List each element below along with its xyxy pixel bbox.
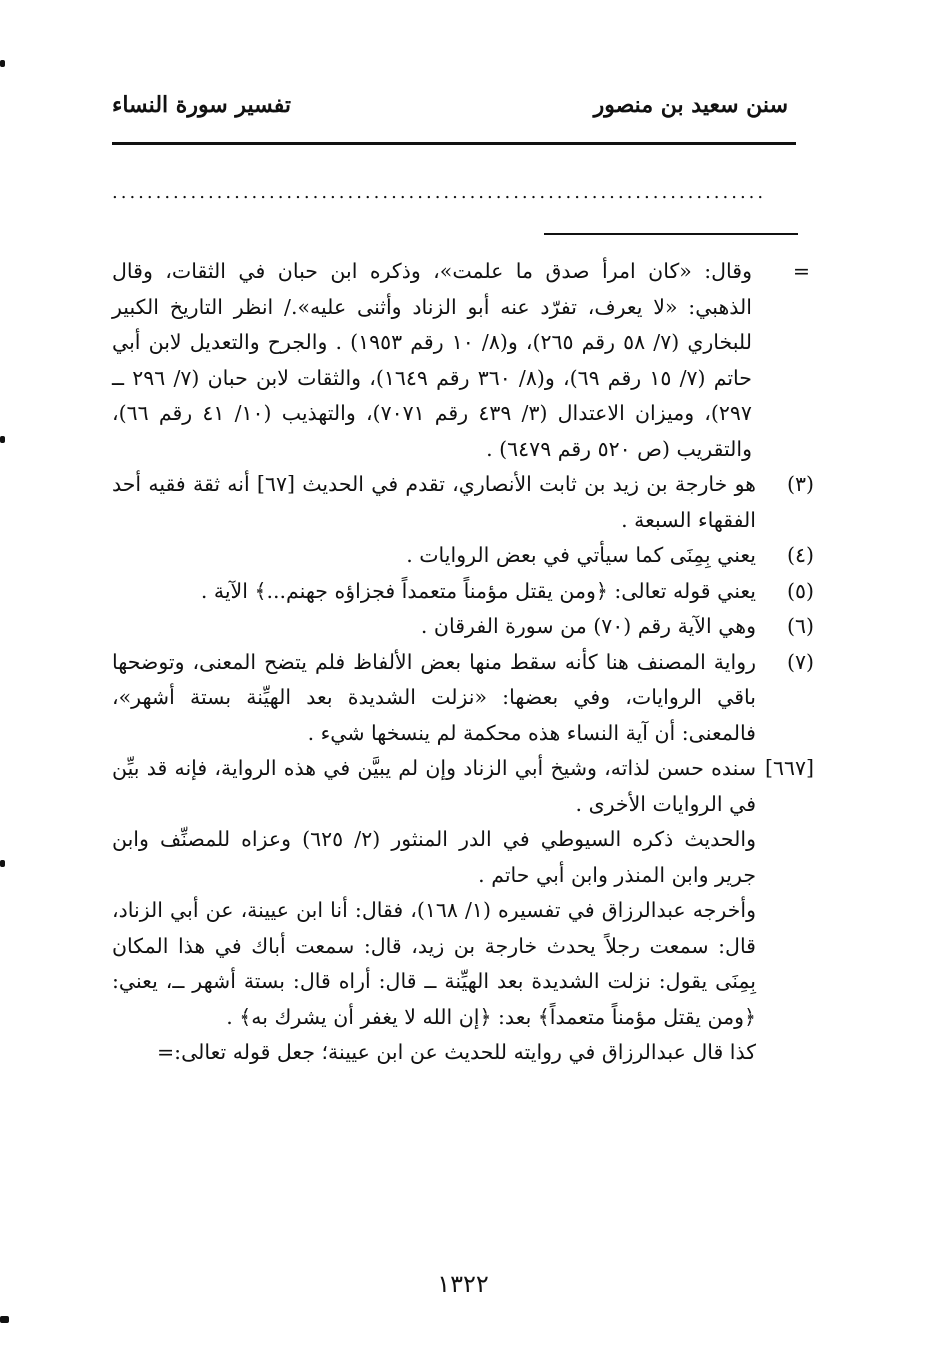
- footnote-number: (٤): [786, 543, 814, 567]
- footnote-text: يعني قوله تعالى: ﴿ومن يقتل مؤمناً متعمداً فجزاؤه جهنم...﴾ الآية .: [200, 578, 756, 603]
- hadith-number: [٦٦٧]: [764, 756, 814, 780]
- footnote-rule: [544, 233, 798, 235]
- scan-mark: [0, 60, 5, 67]
- footnote: [112, 645, 814, 752]
- body-paragraph: والحديث ذكره السيوطي في الدر المنثور (٢/ ٦٢٥) وعزاه للمصنِّف وابن جرير وابن المنذر وابن أبي حاتم .: [112, 827, 756, 887]
- body-paragraph: وأخرجه عبدالرزاق في تفسيره (١/ ١٦٨)، فقال: أنا ابن عيينة، عن أبي الزناد، قال: سمعت رجلاً يحدث خارجة بن زيد، قال: سمعت أباك في هذا المكان بِمِنَى يقول: نزلت الشديدة بعد الهيِّنة ــ قال: أراه قال: بستة أشهر ــ، يعني: ﴿ومن يقتل مؤمناً متعمداً﴾ بعد: ﴿إن الله لا يغفر أن يشرك به﴾ .: [112, 898, 756, 1029]
- page-number: ١٣٢٢: [437, 1270, 489, 1298]
- footnote-text: رواية المصنف هنا كأنه سقط منها بعض الألفاظ فلم يتضح المعنى، وتوضحها باقي الروايات، وفي بعضها: «نزلت الشديدة بعد الهيِّنة بستة أشهر»، فالمعنى: أن آية النساء هذه محكمة لم ينسخها شيء .: [112, 649, 756, 745]
- footnote-number: =: [792, 259, 810, 283]
- footnote-text: هو خارجة بن زيد بن ثابت الأنصاري، تقدم في الحديث [٦٧] أنه ثقة فقيه أحد الفقهاء السبعة .: [112, 472, 756, 532]
- footnote-number: (٥): [786, 578, 814, 603]
- header-rule: [112, 142, 796, 145]
- footnote: [112, 254, 814, 467]
- hadith-note-text: سنده حسن لذاته، وشيخ أبي الزناد وإن لم يبيَّن في هذه الرواية، فإنه قد بيِّن في الروايات الأخرى .: [112, 756, 756, 816]
- footnote-text: يعني بِمِنَى كما سيأتي في بعض الروايات .: [406, 543, 756, 567]
- hadith-note: [112, 751, 814, 822]
- footnote: [112, 538, 814, 574]
- footnotes-body: [112, 254, 814, 1071]
- footnote-text: وهي الآية رقم (٧٠) من سورة الفرقان .: [420, 614, 756, 638]
- footnote-text: وقال: «كان امرأ صدق ما علمت»، وذكره ابن حبان في الثقات، وقال الذهبي: «لا يعرف، تفرّد عنه أبو الزناد وأثنى عليه»./ انظر التاريخ الكبير للبخاري (٧/ ٥٨ رقم ٢٦٥)، و(٨/ ١٠ رقم ١٩٥٣) . والجرح والتعديل لابن أبي حاتم (٧/ ١٥ رقم ٦٩)، و(٨/ ٣٦٠ رقم ١٦٤٩)، والثقات لابن حبان (٧/ ٢٩٦ ــ ٢٩٧)، وميزان الاعتدال (٣/ ٤٣٩ رقم ٧٠٧١)، والتهذيب (١٠/ ٤١ رقم ٦٦)، والتقريب (ص ٥٢٠ رقم ٦٤٧٩) .: [112, 259, 752, 461]
- footnote: [112, 609, 814, 645]
- footnote-number: (٣): [786, 472, 814, 496]
- footnote: [112, 467, 814, 538]
- scan-mark: [0, 1316, 9, 1323]
- book-title: سنن سعيد بن منصور: [593, 92, 788, 118]
- footnote: [112, 574, 814, 610]
- body-paragraph: كذا قال عبدالرزاق في روايته للحديث عن ابن عيينة؛ جعل قوله تعالى:=: [156, 1040, 756, 1064]
- dotted-separator: ...........................................................................: [112, 182, 767, 202]
- scan-mark: [0, 860, 5, 867]
- section-title: تفسير سورة النساء: [112, 92, 292, 118]
- footnote-number: (٧): [786, 649, 814, 674]
- footnote-number: (٦): [786, 614, 814, 638]
- scan-mark: [0, 436, 5, 443]
